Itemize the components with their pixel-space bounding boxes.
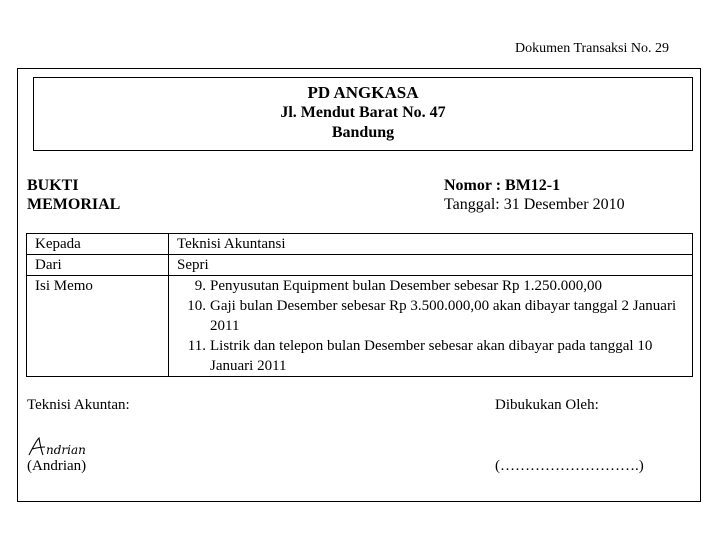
table-row: [27, 234, 693, 255]
kepada-value: Teknisi Akuntansi: [169, 234, 693, 255]
list-item-number: 11.: [187, 338, 206, 354]
teknisi-akuntan-label: Teknisi Akuntan:: [27, 397, 130, 413]
memo-table: [26, 233, 693, 377]
teknisi-akuntan-name: (Andrian): [27, 458, 87, 474]
document-nomor: Nomor : BM12-1: [444, 177, 561, 194]
company-city: Bandung: [331, 124, 395, 141]
dibukukan-oleh-label: Dibukukan Oleh:: [495, 397, 599, 413]
document-meta: [444, 176, 625, 214]
list-item: [177, 296, 692, 336]
table-row: [27, 276, 693, 377]
title-line-1: BUKTI: [27, 177, 79, 194]
svg-text:ndrian: ndrian: [46, 443, 86, 457]
company-header: [33, 77, 693, 151]
table-row: [27, 255, 693, 276]
list-item-text: Listrik dan telepon bulan Desember sebesar akan dibayar pada tanggal 10 Januari 2011: [210, 338, 653, 374]
dibukukan-oleh-name: (……………………….): [495, 458, 644, 474]
handwritten-signature: [27, 435, 117, 459]
document-title: [27, 176, 120, 214]
isi-memo-label: Isi Memo: [27, 276, 169, 377]
isi-memo-value: [169, 276, 693, 377]
doc-number: Dokumen Transaksi No. 29: [514, 41, 669, 56]
list-item: [177, 276, 692, 296]
list-item-text: Gaji bulan Desember sebesar Rp 3.500.000,00 akan dibayar tanggal 2 Januari 2011: [210, 298, 677, 334]
memo-list: [177, 276, 692, 376]
list-item-number: 10.: [187, 298, 206, 314]
list-item: [177, 336, 692, 376]
kepada-label: Kepada: [27, 234, 169, 255]
company-name: PD ANGKASA: [307, 83, 419, 102]
dari-label: Dari: [27, 255, 169, 276]
company-address: Jl. Mendut Barat No. 47: [280, 104, 446, 121]
list-item-text: Penyusutan Equipment bulan Desember sebesar Rp 1.250.000,00: [210, 278, 603, 294]
list-item-number: 9.: [194, 278, 206, 294]
title-line-2: MEMORIAL: [27, 196, 121, 213]
document-frame: [17, 68, 701, 502]
dari-value: Sepri: [169, 255, 693, 276]
document-tanggal: Tanggal: 31 Desember 2010: [444, 196, 625, 213]
